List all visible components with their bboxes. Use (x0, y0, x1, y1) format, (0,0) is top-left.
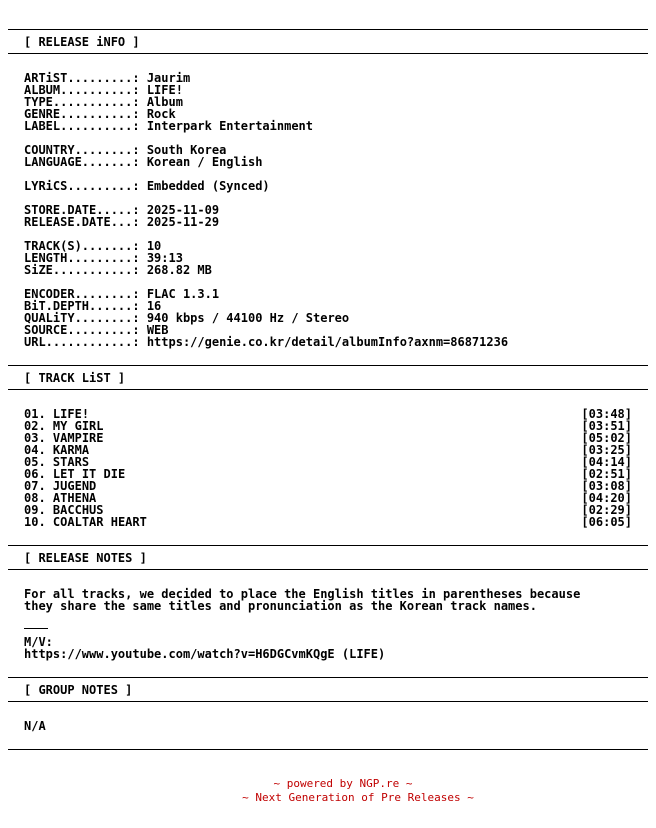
divider (8, 365, 648, 366)
info-row-source: SOURCE.........: WEB (24, 323, 169, 337)
info-row-tracks: TRACK(S).......: 10 (24, 239, 162, 253)
track-duration: [03:48] (581, 407, 632, 421)
divider (8, 53, 648, 54)
track-duration: [02:29] (581, 503, 632, 517)
info-row-size: SiZE...........: 268.82 MB (24, 263, 212, 277)
info-row-language: LANGUAGE.......: Korean / English (24, 155, 263, 169)
track-row: 07. JUGEND (24, 479, 97, 493)
track-duration: [06:05] (581, 515, 632, 529)
footer-powered-by: ~ powered by NGP.re ~ (273, 777, 413, 790)
info-row-length: LENGTH.........: 39:13 (24, 251, 183, 265)
info-row-url[interactable]: URL............: https://genie.co.kr/detail/albumInfo?axnm=86871236 (24, 335, 509, 349)
footer-tagline: ~ Next Generation of Pre Releases ~ (242, 791, 474, 804)
group-notes-text: N/A (24, 719, 46, 733)
info-row-release-date: RELEASE.DATE...: 2025-11-29 (24, 215, 220, 229)
info-row-genre: GENRE..........: Rock (24, 107, 176, 121)
info-row-type: TYPE...........: Album (24, 95, 183, 109)
section-header-release-info: [ RELEASE iNFO ] (24, 35, 140, 49)
section-header-release-notes: [ RELEASE NOTES ] (24, 551, 147, 565)
info-row-country: COUNTRY........: South Korea (24, 143, 227, 157)
divider (8, 389, 648, 390)
release-notes-line: For all tracks, we decided to place the English titles in parentheses because (24, 587, 581, 601)
track-duration: [03:25] (581, 443, 632, 457)
track-duration: [04:20] (581, 491, 632, 505)
track-duration: [04:14] (581, 455, 632, 469)
divider (8, 29, 648, 30)
divider (8, 701, 648, 702)
info-row-store-date: STORE.DATE.....: 2025-11-09 (24, 203, 220, 217)
track-row: 04. KARMA (24, 443, 90, 457)
divider (8, 749, 648, 750)
info-row-encoder: ENCODER........: FLAC 1.3.1 (24, 287, 220, 301)
track-row: 08. ATHENA (24, 491, 97, 505)
divider (8, 545, 648, 546)
track-row: 09. BACCHUS (24, 503, 104, 517)
info-row-artist: ARTiST.........: Jaurim (24, 71, 191, 85)
section-header-group-notes: [ GROUP NOTES ] (24, 683, 133, 697)
track-duration: [05:02] (581, 431, 632, 445)
divider (8, 569, 648, 570)
info-row-label: LABEL..........: Interpark Entertainment (24, 119, 313, 133)
info-row-lyrics: LYRiCS.........: Embedded (Synced) (24, 179, 270, 193)
track-row: 02. MY GIRL (24, 419, 104, 433)
mv-label: M/V: (24, 635, 53, 649)
info-row-quality: QUALiTY........: 940 kbps / 44100 Hz / Stereo (24, 311, 350, 325)
mv-link[interactable]: https://www.youtube.com/watch?v=H6DGCvmKQgE (LIFE) (24, 647, 386, 661)
track-row: 01. LIFE! (24, 407, 90, 421)
track-row: 05. STARS (24, 455, 90, 469)
divider (8, 677, 648, 678)
release-notes-line: they share the same titles and pronunciation as the Korean track names. (24, 599, 537, 613)
track-duration: [03:08] (581, 479, 632, 493)
track-row: 03. VAMPIRE (24, 431, 104, 445)
info-row-bit-depth: BiT.DEPTH......: 16 (24, 299, 162, 313)
notes-separator (24, 628, 48, 629)
info-row-album: ALBUM..........: LIFE! (24, 83, 183, 97)
track-duration: [03:51] (581, 419, 632, 433)
track-row: 06. LET IT DIE (24, 467, 126, 481)
section-header-track-list: [ TRACK LiST ] (24, 371, 126, 385)
track-duration: [02:51] (581, 467, 632, 481)
track-row: 10. COALTAR HEART (24, 515, 147, 529)
